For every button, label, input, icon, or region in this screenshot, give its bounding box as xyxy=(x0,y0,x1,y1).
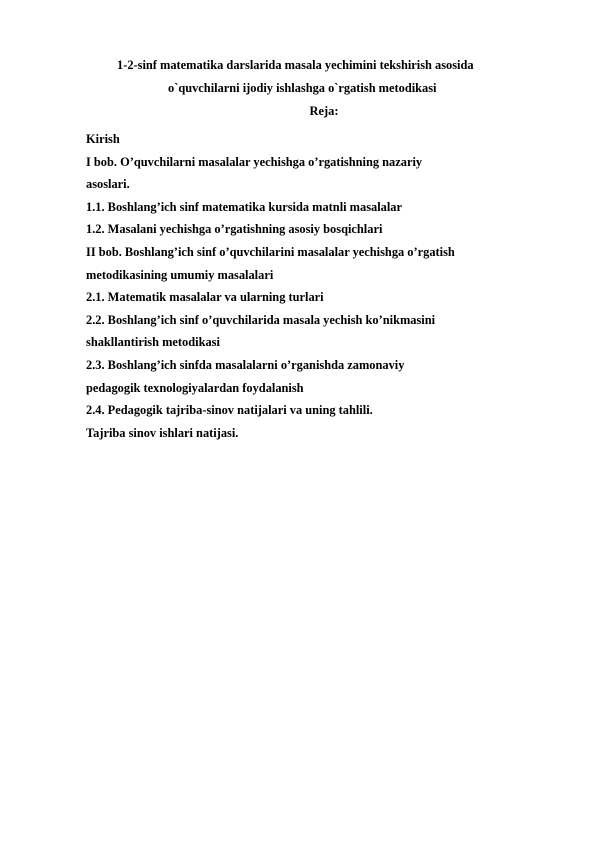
toc-item: asoslari. xyxy=(86,177,130,192)
toc-item: Tajriba sinov ishlari natijasi. xyxy=(86,425,239,440)
toc-item: Kirish xyxy=(86,132,120,146)
toc-item: 2.4. Pedagogik tajriba-sinov natijalari va uning tahlili. xyxy=(86,403,373,418)
toc-item: I bob. O’quvchilarni masalalar yechishga o’rgatishning nazariy xyxy=(86,154,423,169)
plan-heading: Reja: xyxy=(309,104,339,118)
toc-item: metodikasining umumiy masalalari xyxy=(86,267,274,282)
toc-item: 2.3. Boshlang’ich sinfda masalalarni o’rganishda zamonaviy xyxy=(86,357,405,372)
document-title-line-1: 1-2-sinf matematika darslarida masala yechimini tekshirish asosida xyxy=(117,58,474,72)
table-of-contents xyxy=(86,128,526,444)
toc-item: 1.1. Boshlang’ich sinf matematika kursida matnli masalalar xyxy=(86,199,402,214)
toc-item: 2.2. Boshlang’ich sinf o’quvchilarida masala yechish ko’nikmasini xyxy=(86,312,436,327)
toc-item: shakllantirish metodikasi xyxy=(86,335,220,350)
toc-item: 2.1. Matematik masalalar va ularning turlari xyxy=(86,290,324,305)
document-title-line-2: o`quvchilarni ijodiy ishlashga o`rgatish metodikasi xyxy=(168,81,437,95)
toc-item: pedagogik texnologiyalardan foydalanish xyxy=(86,380,304,395)
toc-item: II bob. Boshlang’ich sinf o’quvchilarini masalalar yechishga o’rgatish xyxy=(86,244,455,259)
toc-item: 1.2. Masalani yechishga o’rgatishning asosiy bosqichlari xyxy=(86,222,383,237)
